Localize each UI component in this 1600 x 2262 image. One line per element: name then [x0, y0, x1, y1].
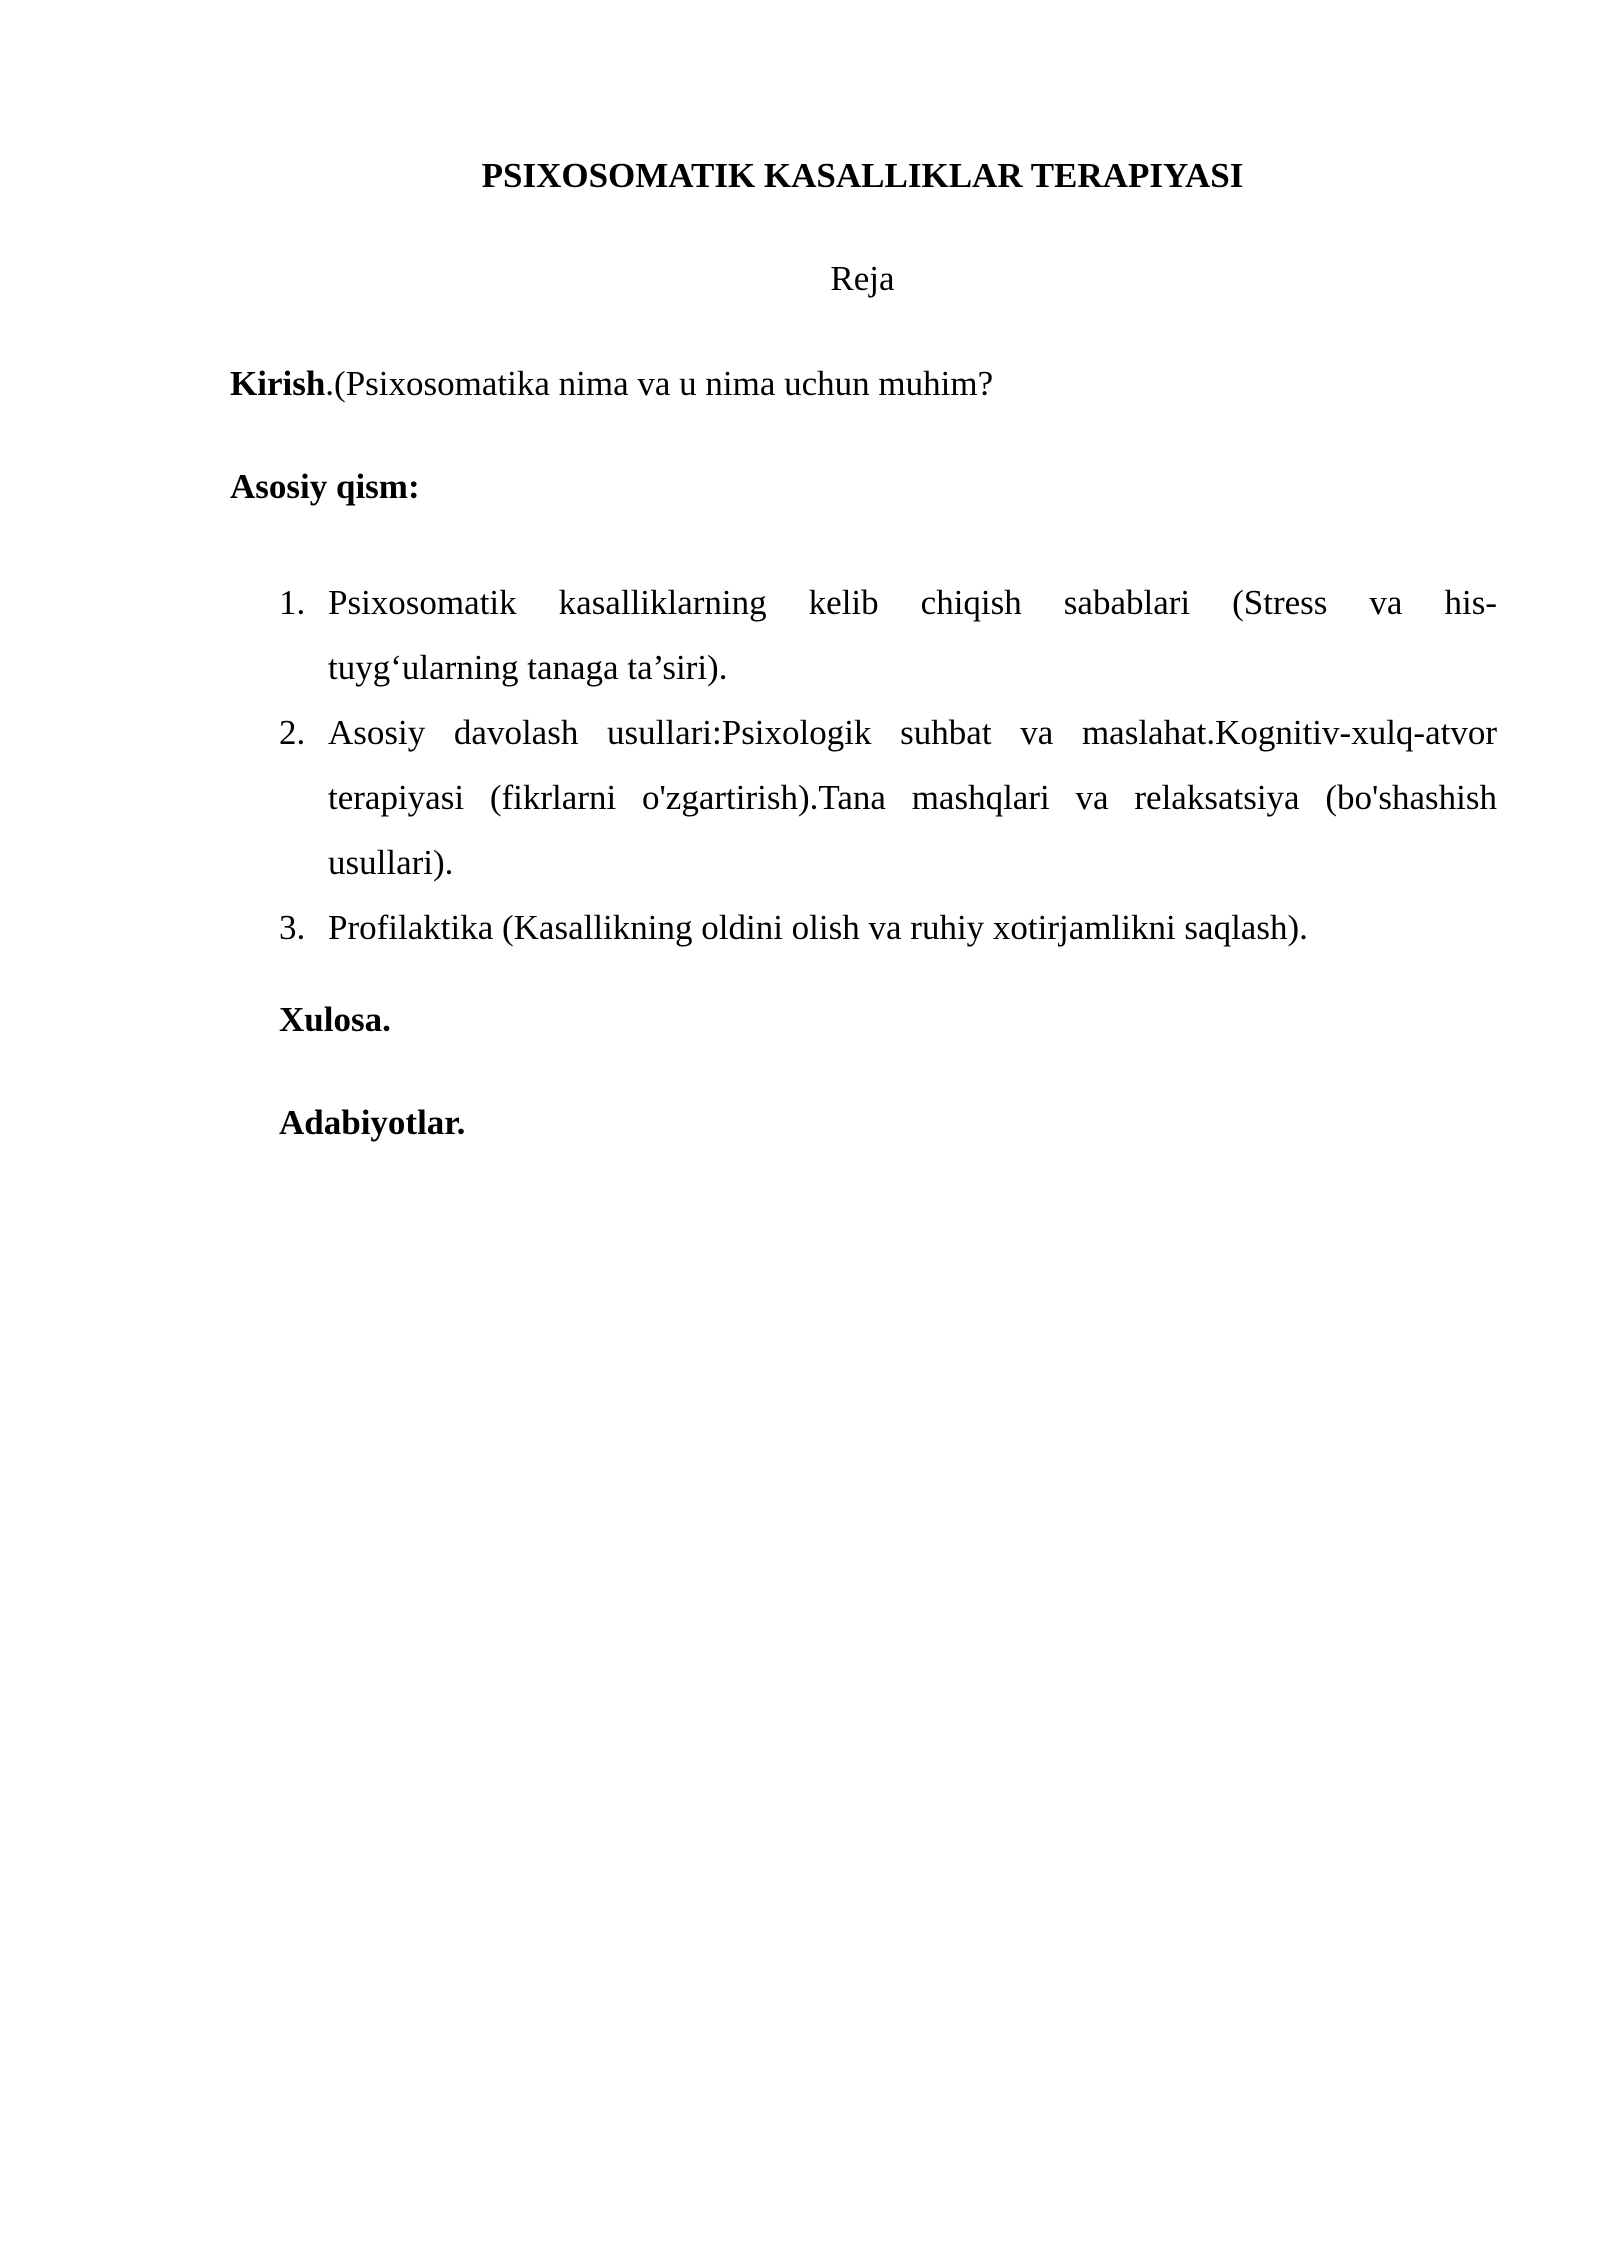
list-item-number: 2. — [279, 713, 306, 752]
intro-label: Kirish — [230, 364, 326, 403]
list-item-number: 3. — [279, 908, 306, 947]
list-item-text — [328, 895, 1497, 960]
list-item — [279, 700, 1497, 895]
plan-heading: Reja — [830, 259, 895, 298]
list-item-line: terapiyasi (fikrlarni o'zgartirish).Tana mashqlari va relaksatsiya (bo'shashish — [328, 778, 1497, 817]
intro-text: .(Psixosomatika nima va u nima uchun muhim? — [325, 364, 994, 403]
list-item-line: usullari). — [328, 843, 454, 882]
list-item-line: Profilaktika (Kasallikning oldini olish va ruhiy xotirjamlikni saqlash). — [328, 908, 1308, 947]
conclusion-heading: Xulosa. — [279, 1000, 391, 1039]
references-heading: Adabiyotlar. — [279, 1103, 466, 1142]
list-item-number: 1. — [279, 583, 306, 622]
list-item-text — [328, 700, 1497, 895]
list-item-line: tuyg‘ularning tanaga ta’siri). — [328, 648, 728, 687]
list-item-line: Asosiy davolash usullari:Psixologik suhbat va maslahat.Kognitiv-xulq-atvor — [328, 713, 1497, 752]
document-title: PSIXOSOMATIK KASALLIKLAR TERAPIYASI — [481, 156, 1244, 195]
intro-paragraph — [230, 364, 993, 404]
main-section-heading: Asosiy qism: — [230, 467, 420, 506]
list-item — [279, 895, 1497, 960]
list-item-line: Psixosomatik kasalliklarning kelib chiqish sabablari (Stress va his- — [328, 583, 1497, 622]
plan-list — [279, 570, 1497, 960]
list-item — [279, 570, 1497, 700]
list-item-text — [328, 570, 1497, 700]
